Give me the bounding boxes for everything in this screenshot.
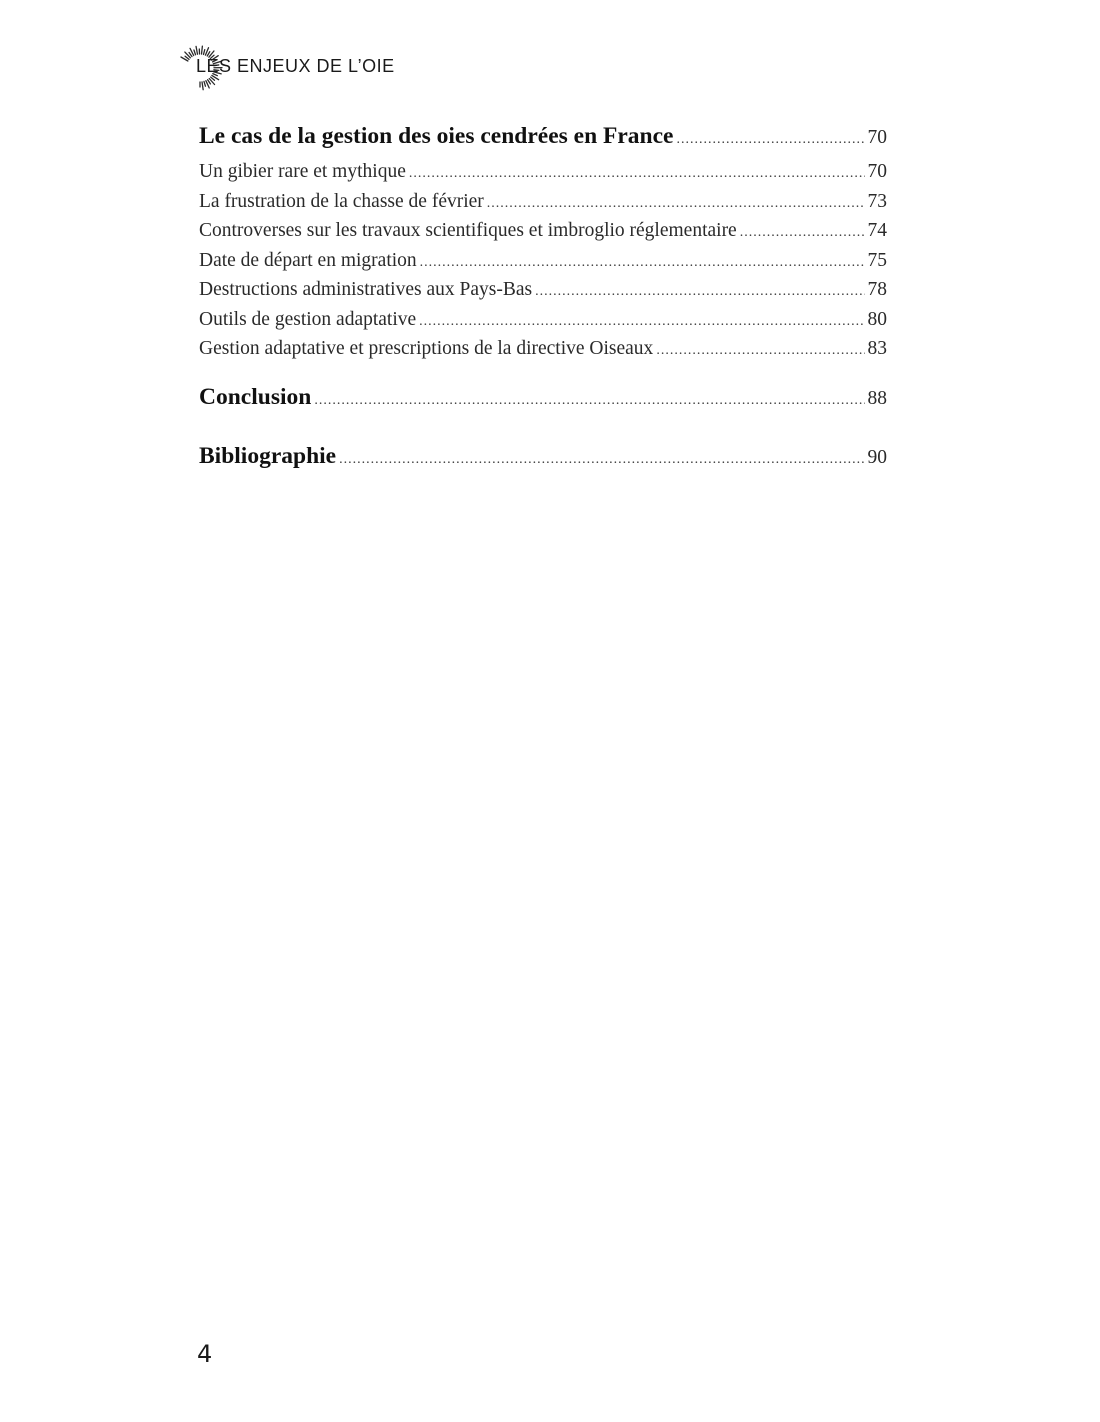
dot-leader — [339, 442, 864, 478]
toc-section-page: 70 — [867, 127, 887, 148]
page-number: 4 — [197, 1340, 213, 1368]
dot-leader — [535, 278, 864, 306]
toc-subsection-adaptive-tools[interactable] — [199, 306, 887, 336]
running-header — [176, 44, 395, 92]
toc-bibliography-label: Bibliographie — [199, 442, 337, 469]
dot-leader — [314, 383, 864, 419]
series-title: LES ENJEUX DE L’OIE — [196, 56, 395, 76]
table-of-contents — [199, 118, 887, 478]
toc-subsection-label: La frustration de la chasse de février — [199, 190, 484, 212]
toc-subsection-label: Gestion adaptative et prescriptions de la directive Oiseaux — [199, 338, 654, 359]
toc-subsection-label: Destructions administratives aux Pays-Bas — [199, 279, 533, 300]
toc-bibliography-page: 90 — [867, 446, 887, 468]
toc-section[interactable] — [199, 118, 887, 158]
dot-leader — [487, 190, 865, 218]
toc-subsection-birds-directive[interactable] — [199, 335, 887, 365]
toc-conclusion-label: Conclusion — [199, 383, 312, 410]
toc-subsection-label: Controverses sur les travaux scientifiques et imbroglio réglementaire — [199, 220, 737, 241]
dot-leader — [419, 308, 864, 336]
toc-subsection-page: 78 — [867, 279, 887, 300]
toc-subsection-page: 80 — [867, 308, 887, 330]
toc-subsection-label: Un gibier rare et mythique — [199, 161, 406, 182]
toc-conclusion-page: 88 — [867, 387, 887, 409]
dot-leader — [677, 122, 865, 158]
toc-section-label: Le cas de la gestion des oies cendrées en France — [199, 123, 674, 149]
toc-subsection-page: 75 — [867, 249, 887, 271]
dot-leader — [420, 249, 865, 277]
toc-subsection-february-hunting[interactable] — [199, 188, 887, 218]
toc-subsection-page: 70 — [867, 161, 887, 182]
toc-subsection-netherlands-culls[interactable] — [199, 276, 887, 306]
toc-subsection-label: Date de départ en migration — [199, 249, 417, 271]
toc-subsection-page: 74 — [867, 220, 887, 241]
toc-subsection-page: 73 — [867, 190, 887, 212]
toc-subsection-controversies[interactable] — [199, 217, 887, 247]
toc-subsection-page: 83 — [867, 338, 887, 359]
dot-leader — [740, 219, 865, 247]
toc-subsection-rare-game[interactable] — [199, 158, 887, 188]
toc-bibliography[interactable] — [199, 438, 887, 478]
dot-leader — [656, 337, 864, 365]
toc-subsection-migration-date[interactable] — [199, 247, 887, 277]
dot-leader — [409, 160, 865, 188]
toc-conclusion[interactable] — [199, 379, 887, 419]
toc-subsection-label: Outils de gestion adaptative — [199, 308, 417, 330]
